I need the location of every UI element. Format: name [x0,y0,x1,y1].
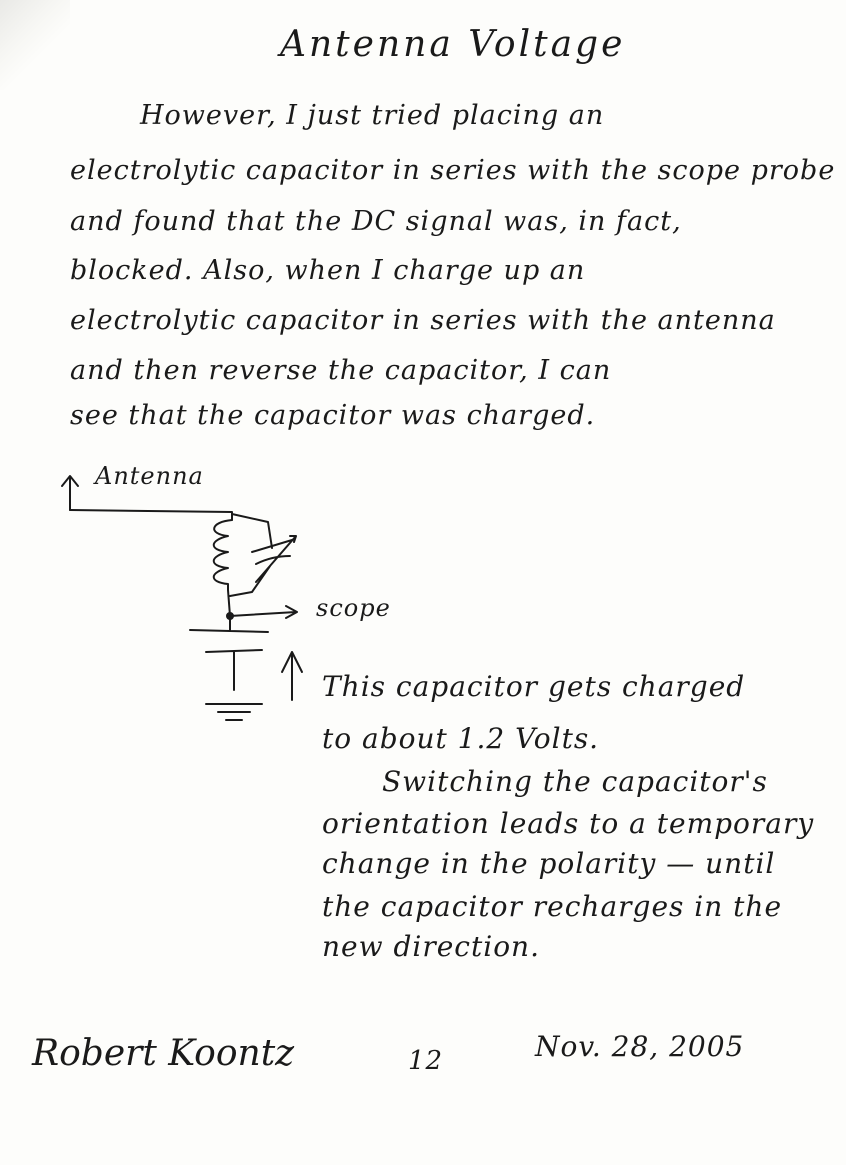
note-line: Switching the capacitor's [382,765,768,798]
note-line: the capacitor recharges in the [322,890,783,923]
antenna-icon [62,476,78,510]
paragraph-line: and then reverse the capacitor, I can [70,355,612,386]
note-line: orientation leads to a temporary [322,807,815,840]
signature: Robert Koontz [32,1033,295,1074]
inductor-coil-icon [214,520,232,616]
paragraph-line: blocked. Also, when I charge up an [70,255,586,286]
paragraph-line: electrolytic capacitor in series with the scope probe [70,155,836,186]
note-line: new direction. [322,930,540,963]
note-line: This capacitor gets charged [322,670,746,703]
paragraph-line: see that the capacitor was charged. [70,400,596,431]
scope-arrow-icon [230,606,297,618]
paragraph-line: and found that the DC signal was, in fact, [70,206,682,237]
date: Nov. 28, 2005 [535,1030,745,1063]
paragraph-line: electrolytic capacitor in series with the antenna [70,305,776,336]
page-corner-shadow [0,0,70,90]
paragraph-line: However, I just tried placing an [140,100,605,131]
page-title: Antenna Voltage [280,24,626,65]
ground-icon [206,704,262,720]
series-capacitor-icon [190,616,268,690]
antenna-label: Antenna [95,462,204,490]
note-line: change in the polarity — until [322,847,776,880]
scope-label: scope [316,594,391,622]
junction-dot [227,613,233,619]
note-line: to about 1.2 Volts. [322,722,600,755]
variable-capacitor-icon [230,514,296,596]
page-number: 12 [408,1046,444,1076]
pointer-arrow-icon [282,652,302,700]
antenna-wire [70,510,232,520]
